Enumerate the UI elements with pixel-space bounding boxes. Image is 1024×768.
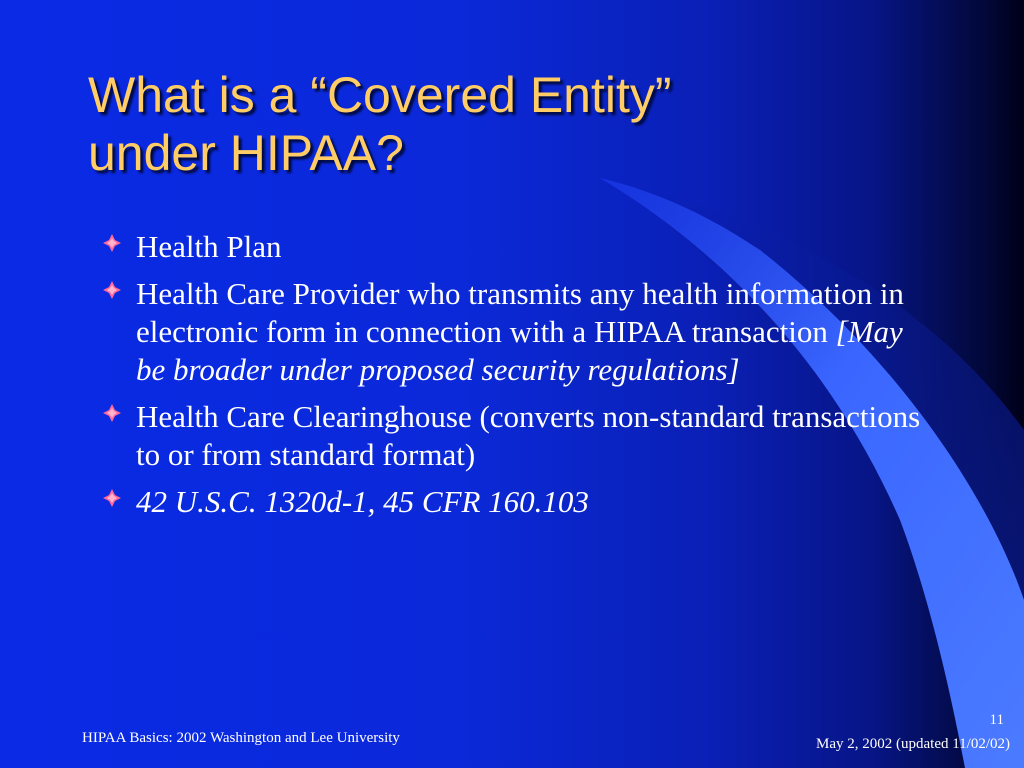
bullet-text: Health Plan <box>136 229 282 264</box>
bullet-italic-note: [May be broader under proposed security regulations] <box>136 314 903 387</box>
bullet-citation-text: 42 U.S.C. 1320d-1, 45 CFR 160.103 <box>136 484 589 519</box>
diamond-icon <box>102 280 122 300</box>
bullet-text: Health Care Provider who transmits any health information in electronic form in connection with a HIPAA transaction <box>136 276 904 349</box>
slide-number: 11 <box>989 712 1004 728</box>
bullet-list <box>100 228 930 530</box>
diamond-icon <box>102 403 122 423</box>
diamond-icon <box>102 233 122 253</box>
footer-date: May 2, 2002 (updated 11/02/02) <box>816 736 1010 752</box>
bullet-clearinghouse <box>100 398 930 474</box>
title-line-1: What is a “Covered Entity” <box>88 67 672 123</box>
title-line-2: under HIPAA? <box>88 125 404 181</box>
diamond-icon <box>102 488 122 508</box>
bullet-health-care-provider <box>100 275 930 389</box>
bullet-health-plan <box>100 228 930 266</box>
bullet-text: Health Care Clearinghouse (converts non-standard transactions to or from standard format) <box>136 399 921 472</box>
slide-title <box>88 66 908 182</box>
bullet-citation <box>100 483 930 521</box>
footer-left: HIPAA Basics: 2002 Washington and Lee University <box>82 730 400 746</box>
